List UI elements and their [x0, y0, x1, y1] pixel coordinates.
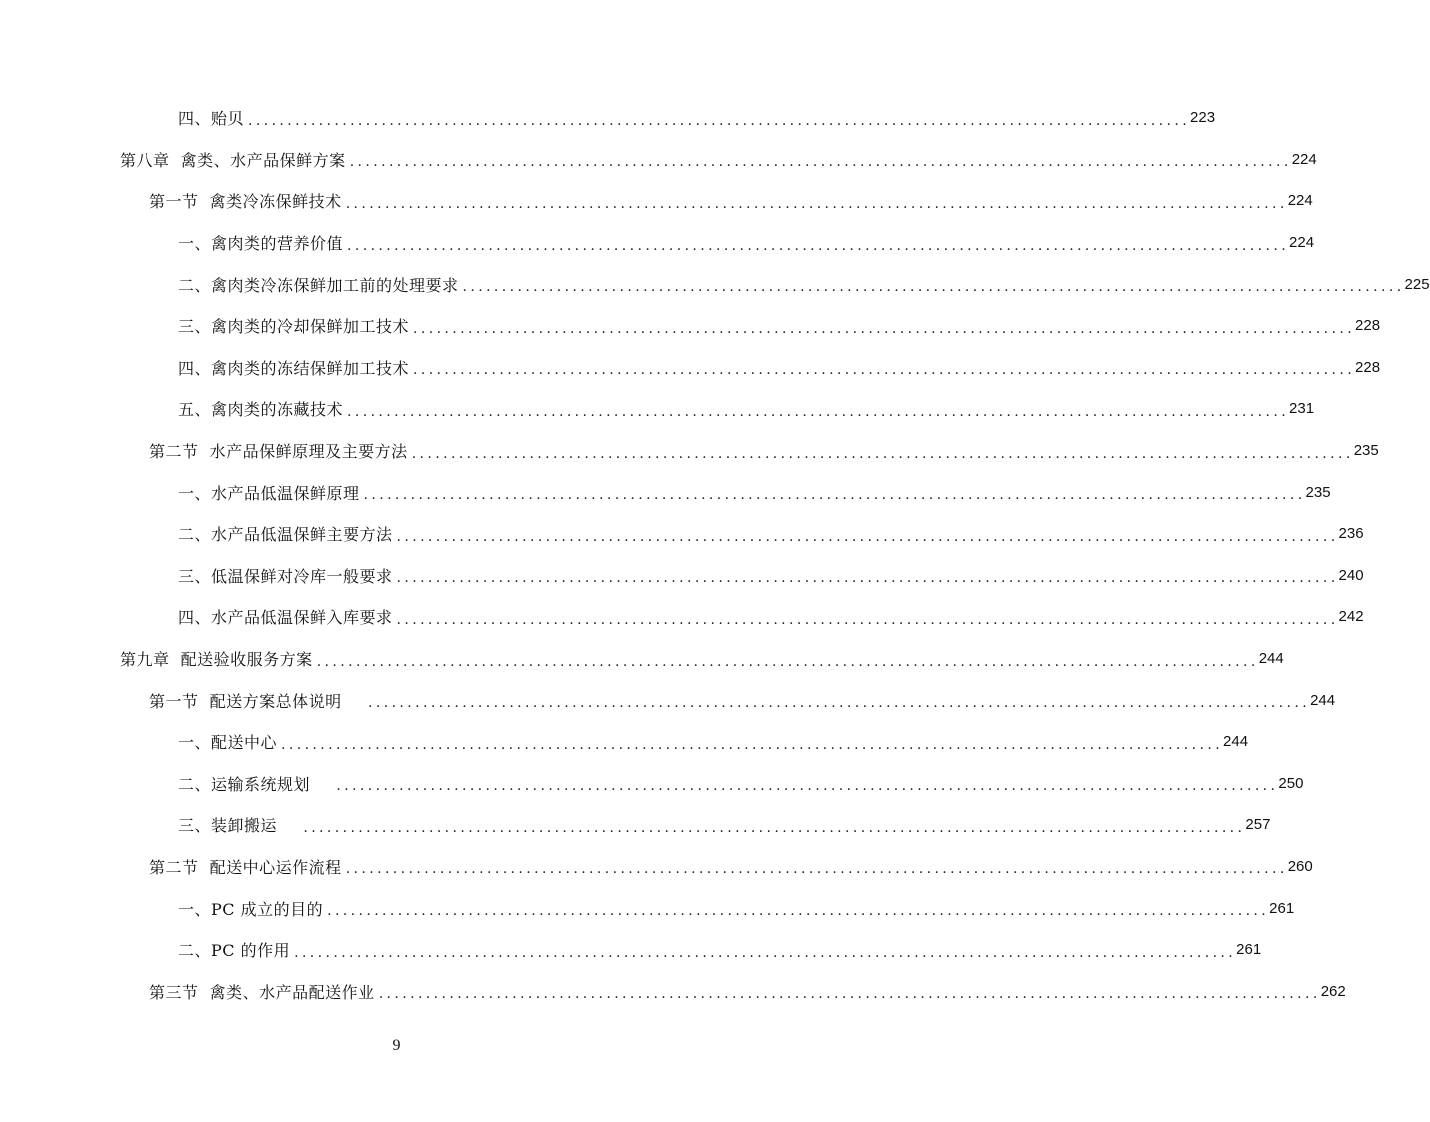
toc-entry[interactable] [0, 180, 1313, 222]
toc-leader-dots: ........................................................................................................................ [281, 736, 1224, 753]
toc-entry[interactable] [0, 97, 1216, 139]
toc-entry-page: 244 [1258, 650, 1284, 668]
toc-entry-label: 四、贻贝 [178, 109, 245, 129]
toc-entry-page: 225 [1404, 275, 1430, 293]
toc-entry[interactable] [0, 804, 1271, 846]
toc-entry[interactable] [0, 430, 1379, 472]
toc-leader-dots: ........................................................................................................................ [336, 778, 1279, 795]
toc-entry-label: 第一节 配送方案总体说明 [149, 691, 365, 711]
toc-entry-label: 第二节 水产品保鲜原理及主要方法 [149, 442, 408, 462]
toc-entry-page: 262 [1320, 982, 1346, 1000]
toc-entry-page: 261 [1269, 899, 1295, 917]
toc-entry-page: 231 [1289, 400, 1315, 418]
toc-entry[interactable] [0, 555, 1364, 597]
toc-entry-label: 二、运输系统规划 [178, 774, 333, 794]
toc-entry[interactable] [0, 388, 1315, 430]
toc-entry-label: 二、水产品低温保鲜主要方法 [178, 525, 393, 545]
toc-leader-dots: ........................................................................................................................ [327, 903, 1270, 920]
toc-entry[interactable] [0, 139, 1317, 181]
toc-entry-label: 三、禽肉类的冷却保鲜加工技术 [178, 317, 410, 337]
toc-entry[interactable] [0, 347, 1381, 389]
toc-entry-page: 223 [1190, 109, 1216, 127]
table-of-contents [0, 97, 1430, 1012]
toc-leader-dots: ........................................................................................................................ [413, 320, 1356, 337]
toc-leader-dots: ........................................................................................................................ [345, 861, 1288, 878]
toc-entry-page: 261 [1236, 941, 1262, 959]
toc-entry[interactable] [0, 721, 1249, 763]
toc-entry[interactable] [0, 222, 1315, 264]
toc-entry-page: 240 [1338, 566, 1364, 584]
toc-entry[interactable] [0, 970, 1346, 1012]
toc-leader-dots: ........................................................................................................................ [368, 695, 1311, 712]
toc-entry-page: 257 [1245, 816, 1271, 834]
toc-leader-dots: ........................................................................................................................ [462, 279, 1405, 296]
toc-entry-page: 244 [1310, 691, 1336, 709]
toc-entry-page: 235 [1353, 442, 1379, 460]
toc-entry[interactable] [0, 263, 1430, 305]
toc-leader-dots: ........................................................................................................................ [378, 986, 1321, 1003]
toc-entry[interactable] [0, 846, 1313, 888]
toc-entry-page: 260 [1287, 857, 1313, 875]
toc-entry-label: 第一节 禽类冷冻保鲜技术 [149, 192, 342, 212]
toc-entry[interactable] [0, 929, 1262, 971]
toc-entry-label: 一、配送中心 [178, 733, 278, 753]
toc-entry-page: 224 [1287, 192, 1313, 210]
toc-entry[interactable] [0, 887, 1295, 929]
toc-entry-label: 一、禽肉类的营养价值 [178, 234, 344, 254]
toc-entry-label: 一、水产品低温保鲜原理 [178, 483, 360, 503]
toc-entry-label: 四、禽肉类的冻结保鲜加工技术 [178, 358, 410, 378]
toc-leader-dots: ........................................................................................................................ [413, 362, 1356, 379]
toc-entry-label: 四、水产品低温保鲜入库要求 [178, 608, 393, 628]
toc-leader-dots: ........................................................................................................................ [345, 195, 1288, 212]
toc-leader-dots: ........................................................................................................................ [411, 445, 1354, 462]
toc-entry-page: 236 [1338, 525, 1364, 543]
page-number: 9 [392, 1037, 401, 1054]
toc-entry-label: 第九章 配送验收服务方案 [120, 650, 313, 670]
toc-leader-dots: ........................................................................................................................ [349, 154, 1292, 171]
toc-entry[interactable] [0, 513, 1364, 555]
toc-entry-label: 第二节 配送中心运作流程 [149, 857, 342, 877]
toc-leader-dots: ........................................................................................................................ [347, 403, 1290, 420]
toc-entry-label: 一、PC 成立的目的 [178, 899, 324, 919]
toc-entry[interactable] [0, 638, 1284, 680]
toc-entry[interactable] [0, 763, 1304, 805]
toc-entry[interactable] [0, 596, 1364, 638]
toc-entry-page: 235 [1305, 483, 1331, 501]
toc-entry-page: 228 [1355, 317, 1381, 335]
toc-entry-label: 第八章 禽类、水产品保鲜方案 [120, 150, 346, 170]
toc-entry-label: 第三节 禽类、水产品配送作业 [149, 982, 375, 1002]
toc-leader-dots: ........................................................................................................................ [363, 487, 1306, 504]
toc-leader-dots: ........................................................................................................................ [396, 570, 1339, 587]
toc-entry-label: 五、禽肉类的冻藏技术 [178, 400, 344, 420]
toc-leader-dots: ........................................................................................................................ [396, 528, 1339, 545]
toc-leader-dots: ........................................................................................................................ [396, 611, 1339, 628]
toc-leader-dots: ........................................................................................................................ [316, 653, 1259, 670]
toc-leader-dots: ........................................................................................................................ [347, 237, 1290, 254]
toc-entry-page: 242 [1338, 608, 1364, 626]
toc-entry-page: 250 [1278, 774, 1304, 792]
toc-leader-dots: ........................................................................................................................ [294, 944, 1237, 961]
toc-entry-page: 224 [1291, 150, 1317, 168]
toc-entry-page: 244 [1223, 733, 1249, 751]
toc-entry[interactable] [0, 471, 1331, 513]
toc-entry-label: 三、装卸搬运 [178, 816, 300, 836]
toc-entry-label: 二、禽肉类冷冻保鲜加工前的处理要求 [178, 275, 459, 295]
toc-entry-label: 三、低温保鲜对冷库一般要求 [178, 566, 393, 586]
toc-entry-page: 224 [1289, 234, 1315, 252]
toc-entry[interactable] [0, 305, 1381, 347]
toc-leader-dots: ........................................................................................................................ [303, 819, 1246, 836]
toc-leader-dots: ........................................................................................................................ [248, 112, 1191, 129]
toc-entry[interactable] [0, 679, 1336, 721]
toc-entry-label: 二、PC 的作用 [178, 941, 291, 961]
toc-entry-page: 228 [1355, 358, 1381, 376]
